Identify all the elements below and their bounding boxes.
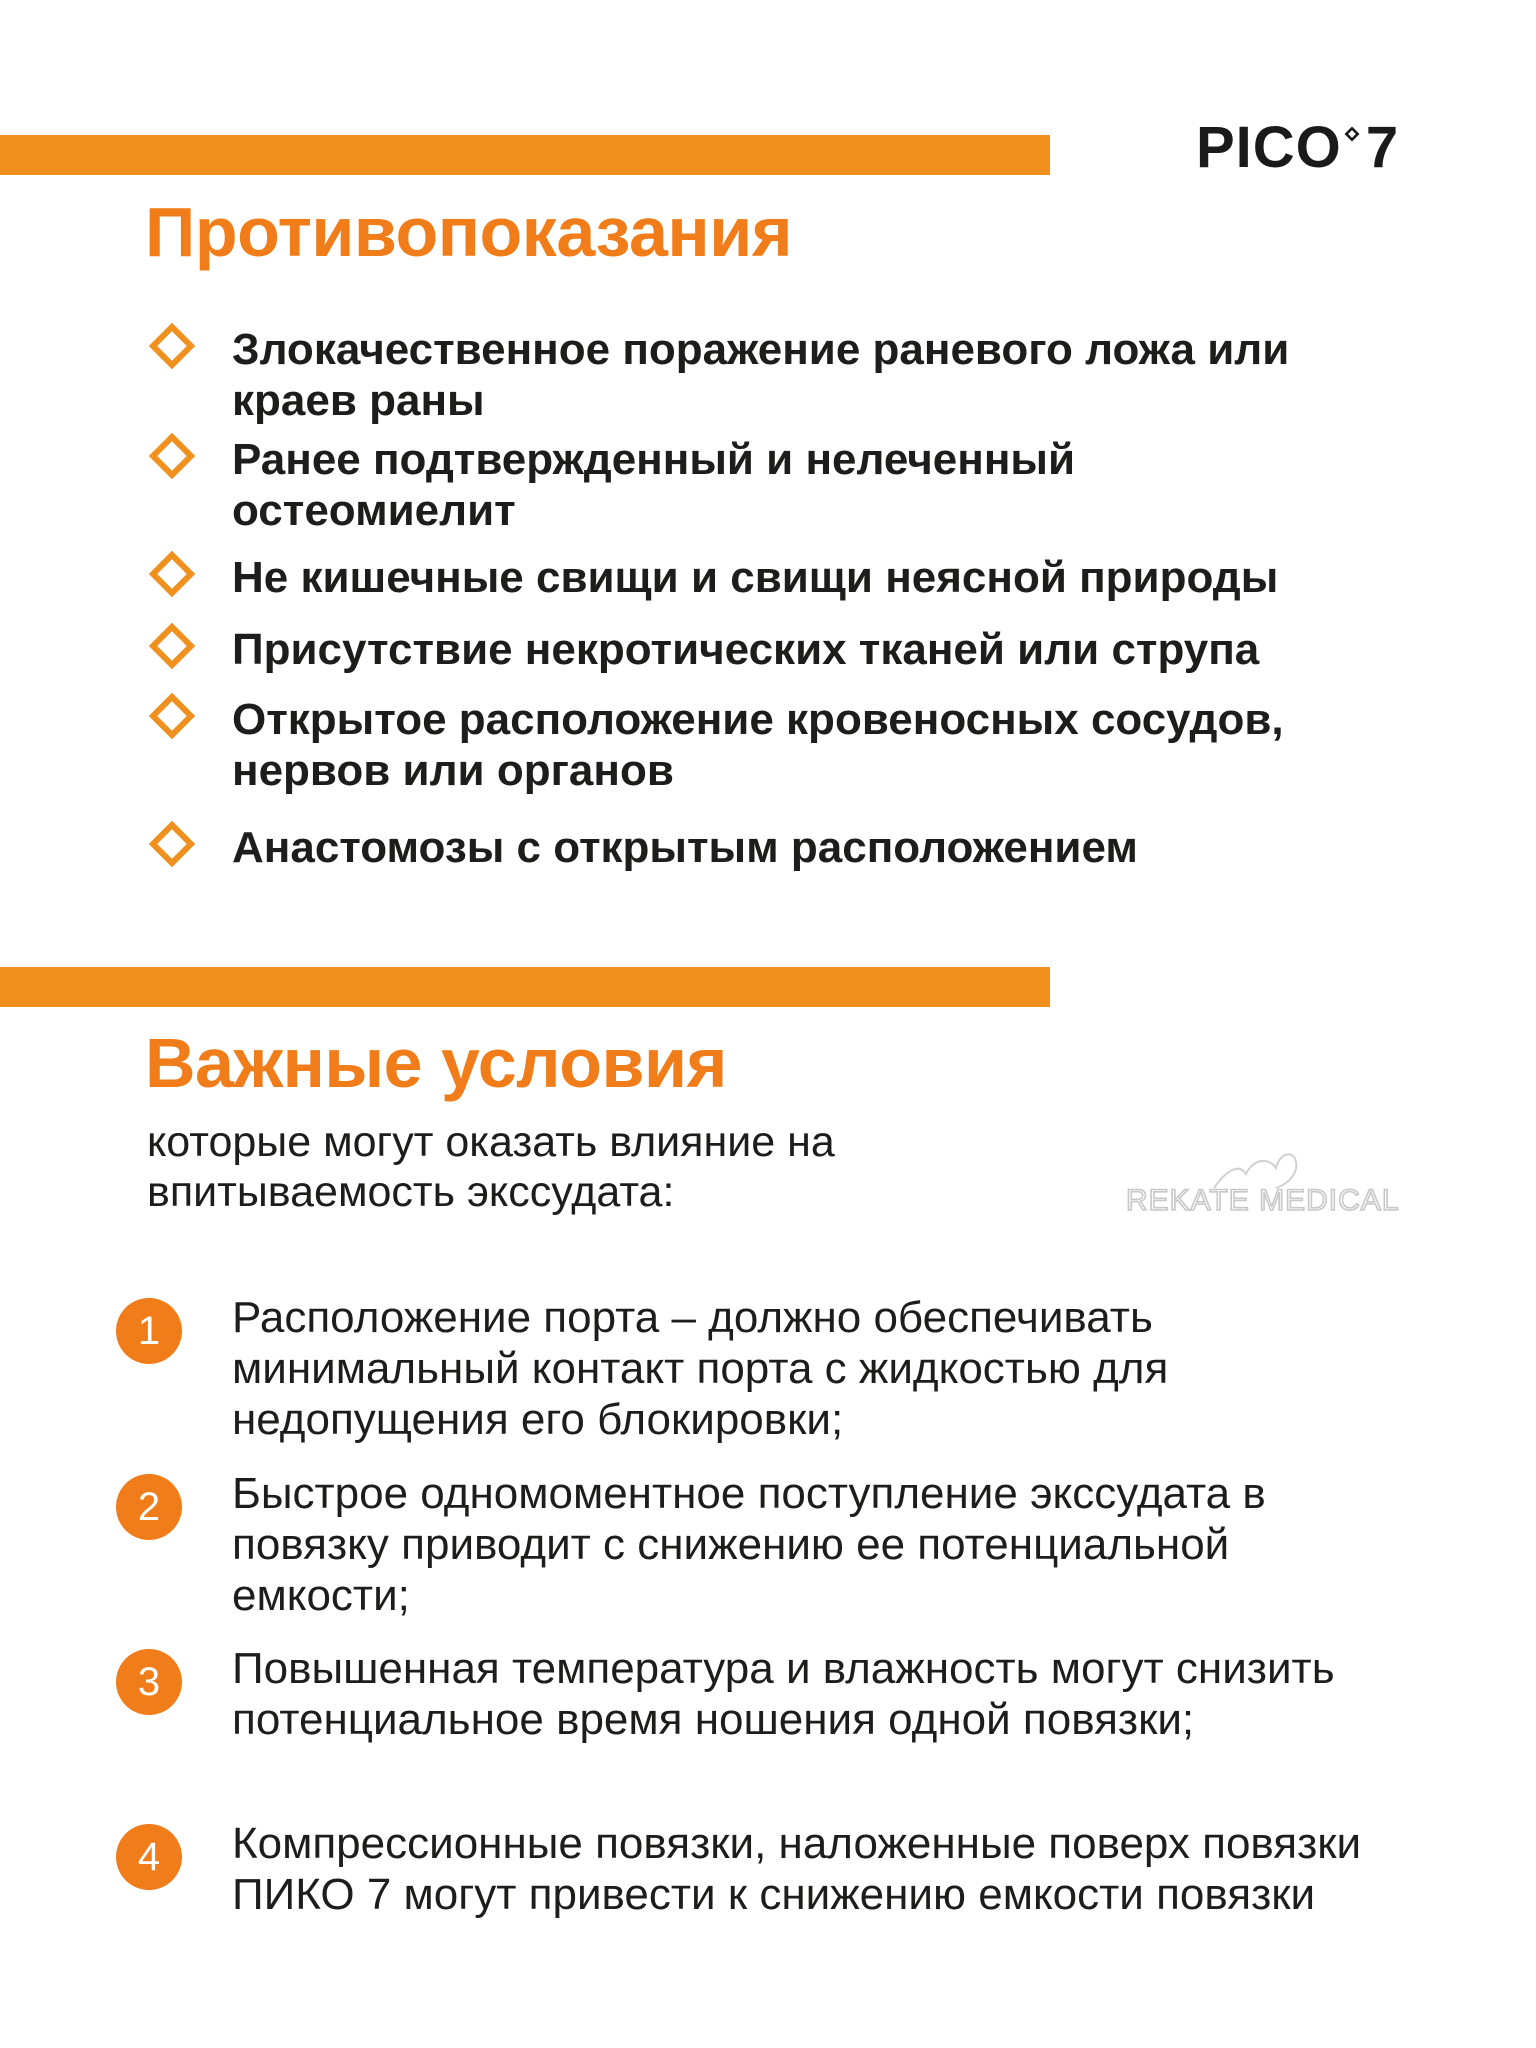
number-badge: 2 bbox=[116, 1474, 182, 1540]
conditions-title: Важные условия bbox=[145, 1024, 727, 1102]
condition-text: Быстрое одномоментное поступление экссудата в повязку приводит с снижению ее потенциальной емкости; bbox=[232, 1469, 1266, 1620]
condition-item bbox=[116, 1818, 1416, 1920]
condition-item bbox=[116, 1292, 1416, 1445]
contraindication-text: Ранее подтвержденный и нелеченный остеомиелит bbox=[232, 435, 1076, 535]
number-badge: 1 bbox=[116, 1298, 182, 1364]
condition-item bbox=[116, 1643, 1416, 1745]
middle-accent-bar bbox=[0, 967, 1050, 1007]
contraindication-text: Не кишечные свищи и свищи неясной природы bbox=[232, 553, 1279, 602]
condition-text: Компрессионные повязки, наложенные поверх повязки ПИКО 7 могут привести к снижению емкости повязки bbox=[232, 1819, 1362, 1919]
diamond-outline-icon bbox=[148, 622, 196, 670]
logo-text-left: PICO bbox=[1196, 114, 1342, 180]
contraindication-text: Анастомозы с открытым расположением bbox=[232, 823, 1138, 872]
condition-item bbox=[116, 1468, 1416, 1621]
logo-text-right: 7 bbox=[1365, 114, 1400, 180]
rekate-medical-watermark bbox=[1118, 1138, 1418, 1228]
diamond-outline-icon bbox=[148, 820, 196, 868]
contraindications-title: Противопоказания bbox=[145, 193, 793, 271]
contraindication-text: Открытое расположение кровеносных сосудов, нервов или органов bbox=[232, 695, 1284, 795]
contraindication-text: Злокачественное поражение раневого ложа или краев раны bbox=[232, 325, 1290, 425]
contraindication-item bbox=[148, 434, 1368, 536]
top-accent-bar bbox=[0, 135, 1050, 175]
contraindication-item bbox=[148, 552, 1368, 603]
diamond-outline-icon bbox=[148, 692, 196, 740]
condition-text: Повышенная температура и влажность могут снизить потенциальное время ношения одной повязки; bbox=[232, 1644, 1335, 1744]
diamond-outline-icon bbox=[148, 432, 196, 480]
contraindication-item bbox=[148, 822, 1368, 873]
condition-text: Расположение порта – должно обеспечивать минимальный контакт порта с жидкостью для недопущения его блокировки; bbox=[232, 1293, 1169, 1444]
diamond-outline-icon bbox=[148, 322, 196, 370]
contraindication-item bbox=[148, 624, 1368, 675]
watermark-text: REKATE MEDICAL bbox=[1126, 1184, 1400, 1217]
contraindication-text: Присутствие некротических тканей или струпа bbox=[232, 625, 1260, 674]
number-badge: 3 bbox=[116, 1649, 182, 1715]
number-badge: 4 bbox=[116, 1824, 182, 1890]
diamond-outline-icon bbox=[148, 550, 196, 598]
conditions-subtitle: которые могут оказать влияние на впитываемость экссудата: bbox=[147, 1118, 835, 1216]
contraindication-item bbox=[148, 694, 1368, 796]
pico-7-logo bbox=[1196, 112, 1399, 182]
contraindication-item bbox=[148, 324, 1368, 426]
logo-diamond-icon bbox=[1344, 126, 1360, 142]
